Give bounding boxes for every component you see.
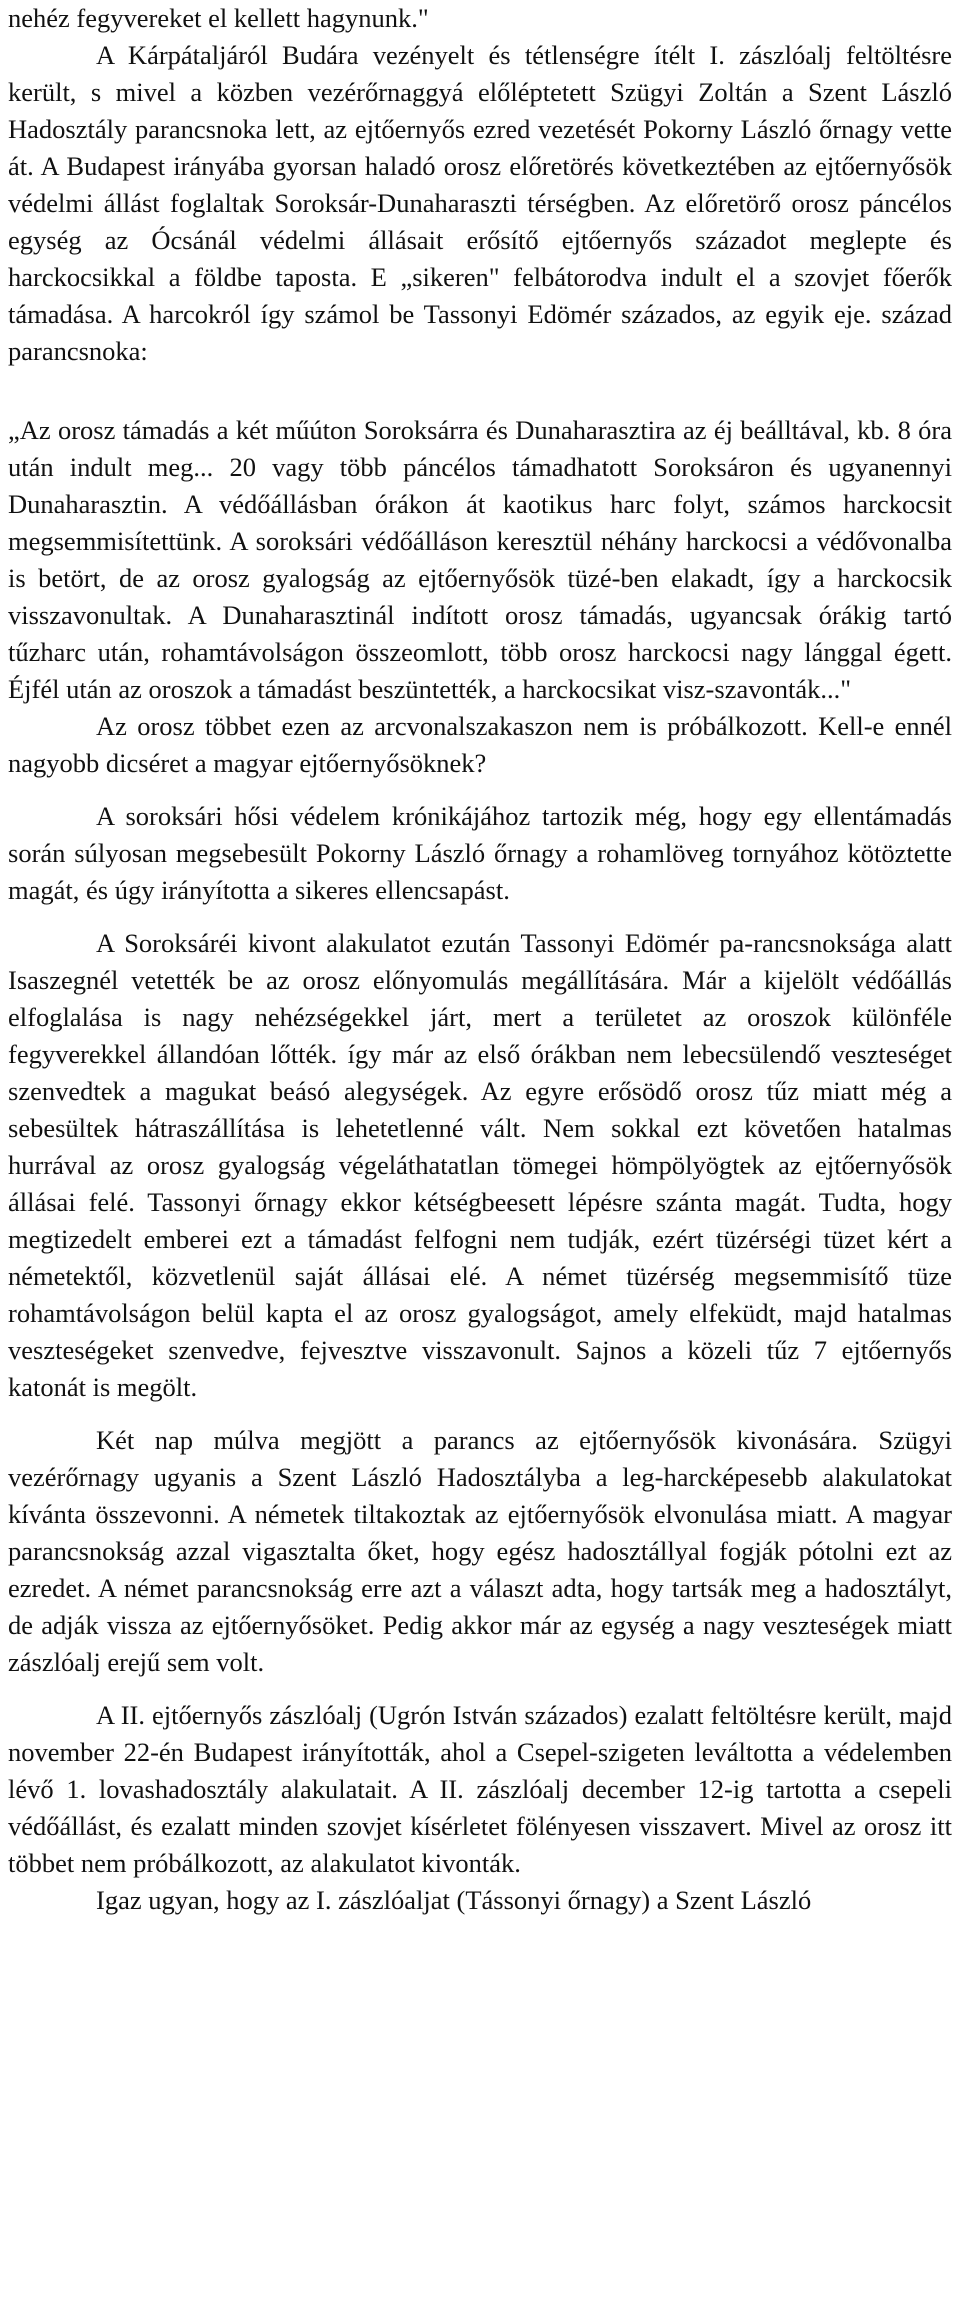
paragraph-isaszeg: A Soroksáréi kivont alakulatot ezután Tassonyi Edömér pa-rancsnoksága alatt Isaszegnél vetették be az orosz előnyomulás megállítására. Már a kijelölt védőállás elfoglalása is nagy nehézségekkel járt, mert a területet az oroszok különféle fegyverekkel állandóan lőtték. így már az első órákban nem lebecsülendő veszteséget szenvedtek a magukat beásó alegységek. Az egyre erősödő orosz tűz miatt még a sebesültek hátraszállítása is lehetetlenné vált. Nem sokkal ezt követően hatalmas hurrával az orosz gyalogság végeláthatatlan tömegei hömpölyögtek az ejtőernyősök állásai felé. Tassonyi őrnagy ekkor kétségbeesett lépésre szánta magát. Tudta, hogy megtizedelt emberei ezt a támadást felfogni nem tudják, ezért tüzérségi tüzet kért a németektől, közvetlenül saját állásai elé. A német tüzérség megsemmisítő tüze rohamtávolságon belül kapta el az orosz gyalogságot, amely elfeküdt, majd hatalmas veszteségeket szenvedve, fejvesztve visszavonult. Sajnos a közeli tűz 7 ejtőernyős katonát is megölt. bbox=[8, 928, 952, 1402]
paragraph-budapest-advance: A Kárpátaljáról Budára vezényelt és tétlenségre ítélt I. zászlóalj feltöltésre került, s mivel a közben vezérőrnaggyá előléptetett Szügyi Zoltán a Szent László Hadosztály parancsnoka lett, az ejtőernyős ezred vezetését Pokorny László őrnagy vette át. A Budapest irányába gyorsan haladó orosz előretörés következtében az ejtőernyősök védelmi állást foglaltak Soroksár-Dunaharaszti térségben. Az előretörő orosz páncélos egység az Ócsánál védelmi állásait erősítő ejtőernyős századot meglepte és harckocsikkal a földbe taposta. E „sikeren" felbátorodva indult el a szovjet főerők támadása. A harcokról így számol be Tassonyi Edömér százados, az egyik eje. század parancsnoka: bbox=[8, 40, 952, 366]
paragraph-carryover: nehéz fegyvereket el kellett hagynunk." bbox=[8, 3, 429, 33]
paragraph-quote-tassonyi: „Az orosz támadás a két műúton Soroksárra és Dunaharasztira az éj beálltával, kb. 8 óra után indult meg... 20 vagy több páncélos támadhatott Soroksáron és ugyanennyi Dunaharasztin. A védőállásban órákon át kaotikus harc folyt, számos harckocsit megsemmisítettünk. A soroksári védőálláson keresztül néhány harckocsi a védővonalba is betört, de az orosz gyalogság az ejtőernyősök tüzé-ben elakadt, így a harckocsik visszavonultak. A Dunaharasztinál indított orosz támadás, ugyancsak órákig tartó tűzharc után, rohamtávolságon összeomlott, több orosz harckocsi nagy lánggal égett. Éjfél után az oroszok a támadást beszüntették, a harckocsikat visz-szavonták..." bbox=[8, 415, 952, 704]
paragraph-trailing: Igaz ugyan, hogy az I. zászlóaljat (Tássonyi őrnagy) a Szent László bbox=[96, 1885, 812, 1915]
paragraph-pokorny-counterattack: A soroksári hősi védelem krónikájához tartozik még, hogy egy ellentámadás során súlyosan megsebesült Pokorny László őrnagy a rohamlöveg tornyához kötöztette magát, és úgy irányította a sikeres ellencsapást. bbox=[8, 801, 952, 905]
paragraph-no-more-attempts: Az orosz többet ezen az arcvonalszakaszon nem is próbálkozott. Kell-e ennél nagyobb dicséret a magyar ejtőernyősöknek? bbox=[8, 711, 952, 778]
paragraph-second-battalion: A II. ejtőernyős zászlóalj (Ugrón István százados) ezalatt feltöltésre került, majd november 22-én Budapest irányították, ahol a Csepel-szigeten leváltotta a védelemben lévő 1. lovashadosztály alakulatait. A II. zászlóalj december 12-ig tartotta a csepeli védőállást, és ezalatt minden szovjet kísérletet fölényesen visszavert. Mivel az orosz itt többet nem próbálkozott, az alakulatot kivonták. bbox=[8, 1700, 952, 1878]
paragraph-withdrawal-order: Két nap múlva megjött a parancs az ejtőernyősök kivonására. Szügyi vezérőrnagy ugyanis a Szent László Hadosztályba a leg-harcképesebb alakulatokat kívánta összevonni. A németek tiltakoztak az ejtőernyősök elvonulása miatt. A magyar parancsnokság azzal vigasztalta őket, hogy egész hadosztállyal fogják pótolni ezt az ezredet. A német parancsnokság erre azt a választ adta, hogy tartsák meg a hadosztályt, de adják vissza az ejtőernyősöket. Pedig akkor már az egység a nagy veszteségek miatt zászlóalj erejű sem volt. bbox=[8, 1425, 952, 1677]
